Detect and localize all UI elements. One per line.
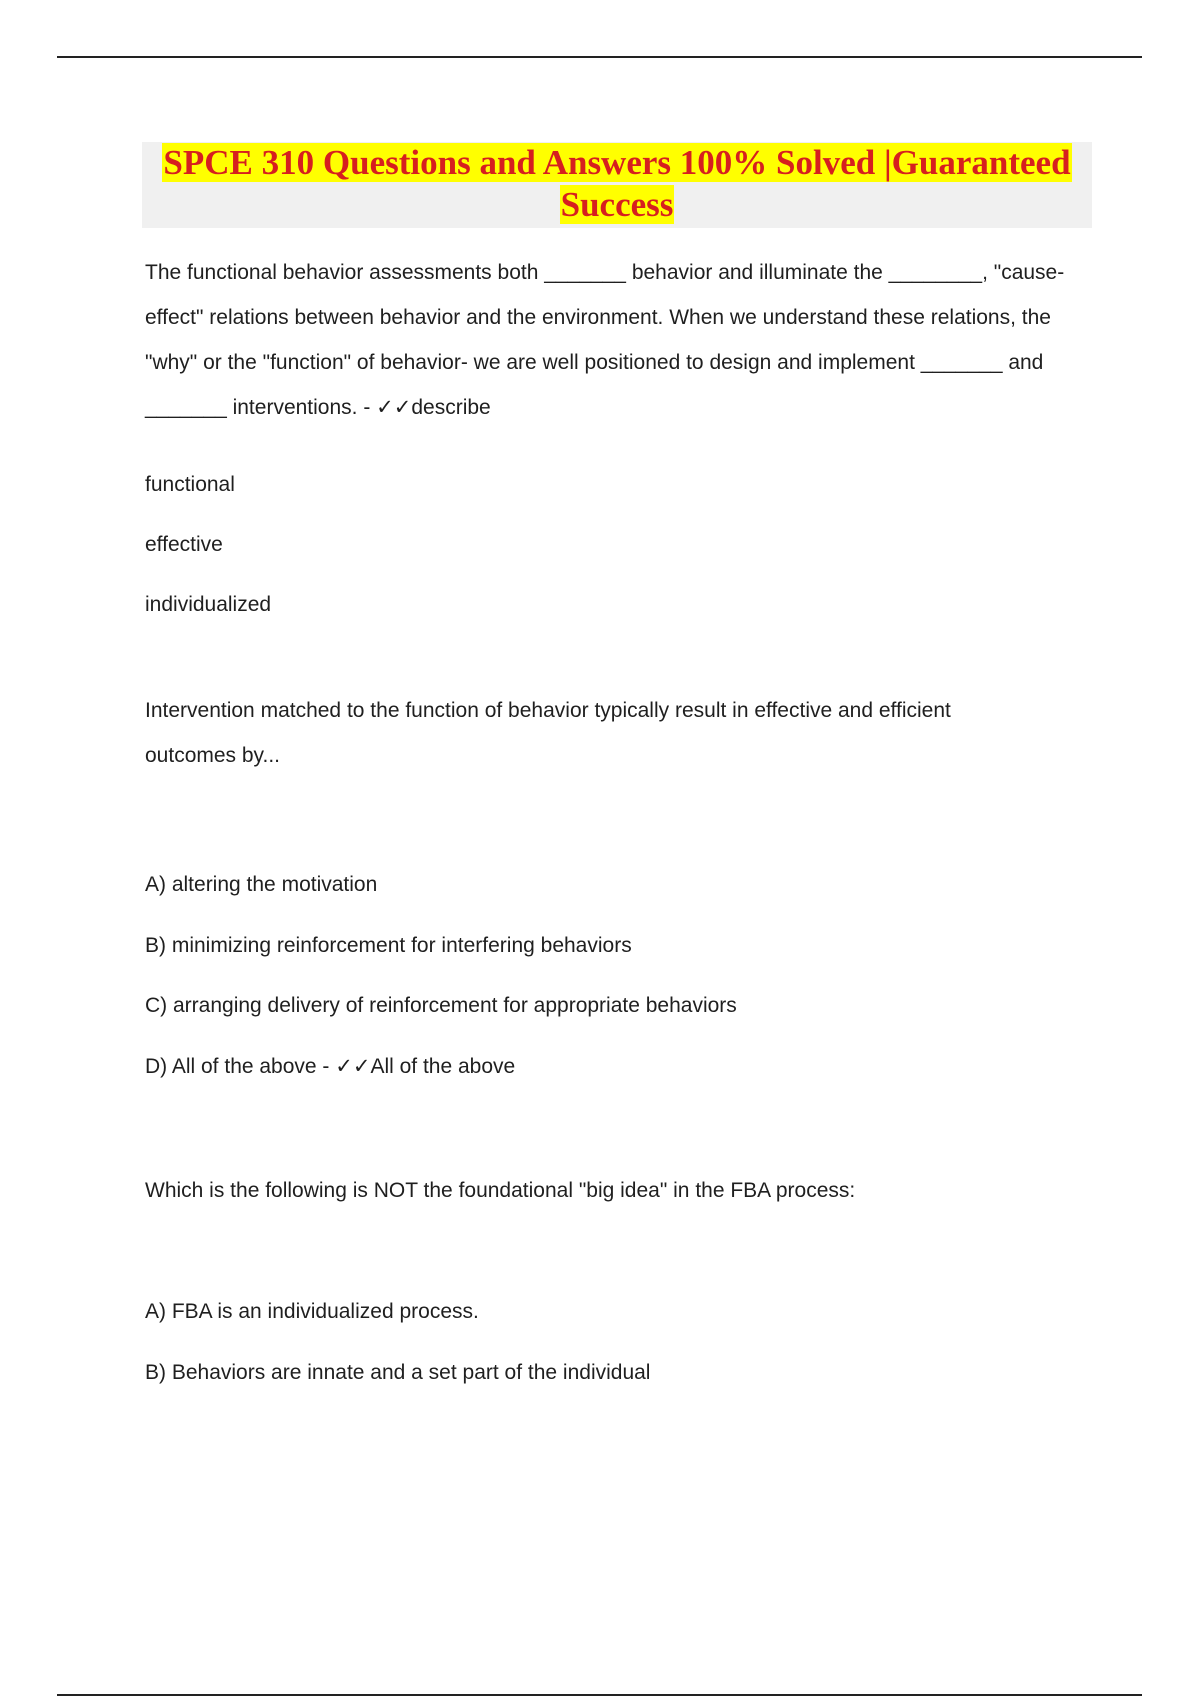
answer-item: functional [145,473,235,496]
option-item: B) minimizing reinforcement for interfering behaviors [145,934,632,957]
top-rule [57,56,1142,58]
title-line-2: Success [560,185,674,224]
answer-item: effective [145,533,223,556]
bottom-rule [57,1694,1142,1696]
answer-item: individualized [145,593,272,616]
option-item: B) Behaviors are innate and a set part of the individual [145,1361,651,1384]
question-1-text: The functional behavior assessments both _______ behavior and illuminate the ________, "cause-effect" relations between behavior and the environment. When we understand these relations, the "why" or the "function" of behavior- we are well positioned to design and implement _______ and _______ interventions. - ✓✓describe [145,261,1065,419]
option-item: A) FBA is an individualized process. [145,1300,479,1323]
option-item: C) arranging delivery of reinforcement for appropriate behaviors [145,994,737,1017]
option-item: A) altering the motivation [145,873,378,896]
document-title [142,142,1092,228]
question-3-text: Which is the following is NOT the foundational "big idea" in the FBA process: [145,1179,856,1202]
question-2-text: Intervention matched to the function of behavior typically result in effective and efficient outcomes by... [145,699,951,767]
title-line-1: SPCE 310 Questions and Answers 100% Solved |Guaranteed [163,143,1071,182]
option-item: D) All of the above - ✓✓All of the above [145,1055,516,1078]
